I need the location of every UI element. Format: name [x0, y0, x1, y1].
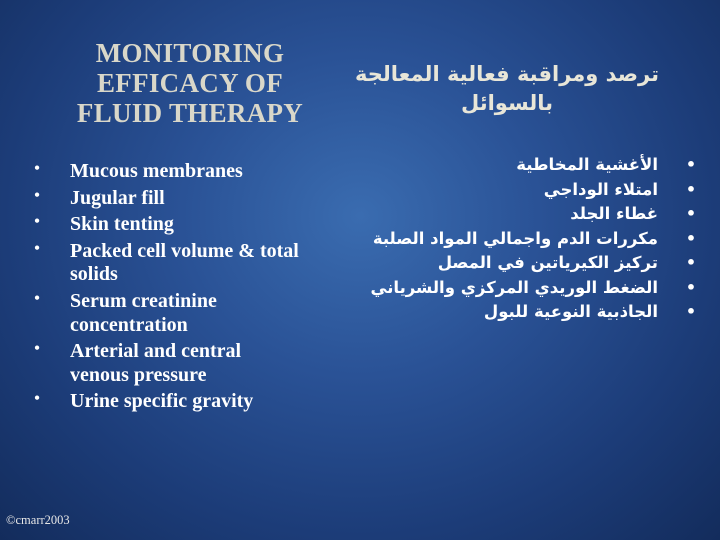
- left-list-item: [28, 240, 358, 287]
- left-title-line: EFFICACY OF: [96, 68, 284, 99]
- bullet-icon: •: [685, 302, 697, 321]
- bullet-icon: •: [34, 239, 40, 257]
- bullet-icon: •: [34, 340, 40, 358]
- bullet-icon: •: [34, 186, 40, 204]
- left-list-item: [28, 160, 358, 184]
- right-title: [342, 60, 672, 119]
- right-bullet-list: [355, 153, 700, 325]
- right-list-item: [355, 227, 700, 252]
- right-list-item: [355, 276, 700, 301]
- right-title-line: ترصد ومراقبة فعالية المعالجة: [354, 62, 660, 86]
- bullet-icon: •: [34, 289, 40, 307]
- left-list-item: [28, 213, 358, 237]
- left-item-text: Serum creatinine: [70, 289, 217, 312]
- left-item-text-continued: solids: [70, 263, 118, 286]
- left-item-text: Skin tenting: [70, 213, 174, 236]
- right-list-item: [355, 178, 700, 203]
- right-item-text: غطاء الجلد: [570, 204, 658, 223]
- left-item-text-continued: concentration: [70, 313, 188, 336]
- bullet-icon: •: [685, 179, 697, 199]
- right-item-text: الضغط الوريدي المركزي والشرياني: [370, 277, 658, 297]
- left-list-item: [28, 290, 358, 337]
- left-item-text: Arterial and central: [70, 340, 242, 363]
- left-list-item: [28, 187, 358, 211]
- right-list-item: [355, 251, 700, 276]
- left-title-line: FLUID THERAPY: [76, 98, 304, 129]
- right-list-item: [355, 202, 700, 227]
- copyright-text: ©cmarr2003: [6, 513, 70, 527]
- right-title-line: بالسوائل: [460, 91, 554, 116]
- left-item-text-continued: venous pressure: [70, 363, 207, 386]
- left-title-line: MONITORING: [95, 38, 285, 68]
- left-bullet-list: [28, 160, 358, 417]
- right-item-text: امتلاء الوداجي: [543, 179, 658, 199]
- left-item-text: Mucous membranes: [70, 160, 243, 182]
- bullet-icon: •: [685, 228, 697, 248]
- right-item-text: مكررات الدم واجمالي المواد الصلبة: [372, 228, 658, 248]
- bullet-icon: •: [34, 213, 40, 231]
- left-item-text: Urine specific gravity: [70, 390, 254, 413]
- left-item-text: Jugular fill: [70, 186, 165, 209]
- right-item-text: تركيز الكيرياتين في المصل: [437, 253, 658, 272]
- left-list-item: [28, 390, 358, 414]
- bullet-icon: •: [685, 155, 697, 174]
- bullet-icon: •: [685, 204, 697, 223]
- left-item-text: Packed cell volume & total: [70, 239, 299, 262]
- bullet-icon: •: [34, 160, 40, 177]
- right-item-text: الجاذبية النوعية للبول: [483, 302, 658, 321]
- bullet-icon: •: [34, 390, 40, 408]
- left-list-item: [28, 340, 358, 387]
- bullet-icon: •: [685, 253, 697, 272]
- right-list-item: [355, 300, 700, 325]
- right-item-text: الأغشية المخاطية: [516, 155, 658, 174]
- bullet-icon: •: [685, 277, 697, 297]
- left-title: [40, 38, 340, 129]
- right-list-item: [355, 153, 700, 178]
